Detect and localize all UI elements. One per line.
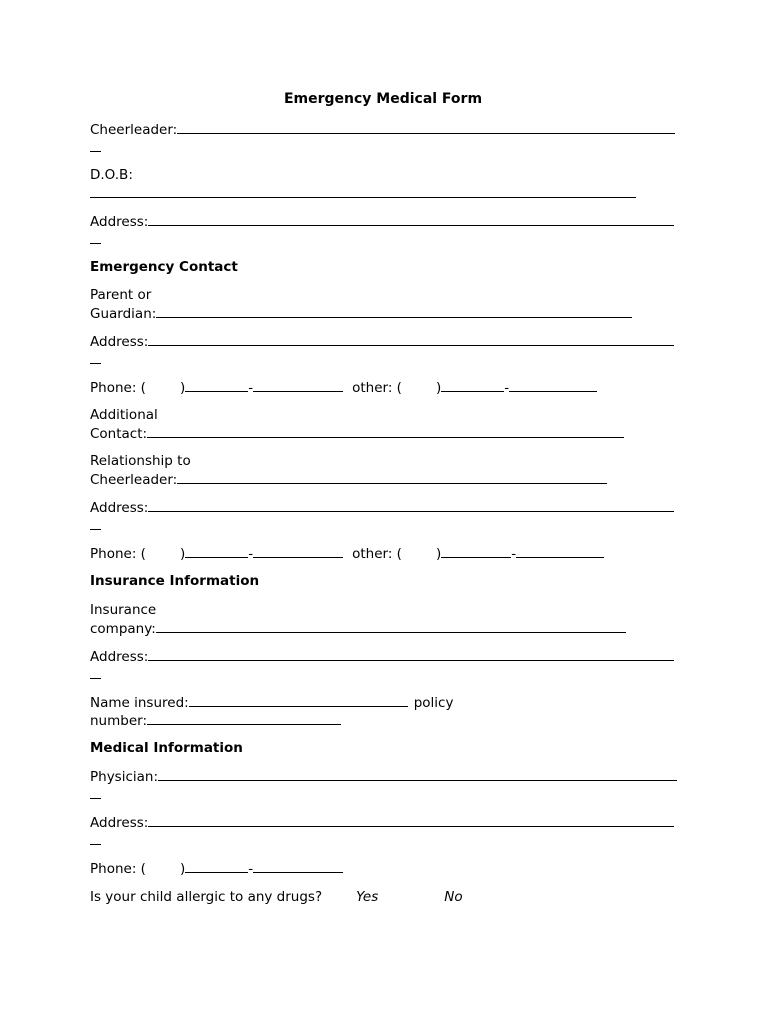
phone-field-additional[interactable] [90, 544, 604, 562]
other-paren: ) [435, 546, 442, 562]
address-overflow [90, 350, 101, 368]
other-label: other: ( [352, 380, 402, 396]
additional-contact-field[interactable] [90, 424, 624, 442]
phone-field-guardian[interactable] [90, 378, 597, 396]
dob-label: D.O.B: [90, 167, 133, 183]
phone-field-physician[interactable] [90, 859, 343, 877]
address-field-guardian[interactable] [90, 332, 674, 350]
phone-label: Phone: ( [90, 380, 146, 396]
policy-number-field[interactable] [90, 711, 341, 729]
address-label: Address: [90, 649, 149, 665]
phone-number-blank[interactable] [253, 859, 343, 873]
parent-or-label: Parent or [90, 287, 152, 303]
address-label: Address: [90, 500, 149, 516]
address-blank[interactable] [148, 813, 674, 827]
address-field-cheerleader[interactable] [90, 212, 674, 230]
relationship-to-label: Relationship to [90, 453, 191, 469]
address-overflow [90, 516, 101, 534]
section-insurance-information: Insurance Information [90, 573, 260, 589]
overflow-dash [90, 230, 101, 244]
company-label: company: [90, 621, 156, 637]
phone-number-blank[interactable] [253, 544, 343, 558]
cheerleader-label: Cheerleader: [90, 122, 178, 138]
number-label: number: [90, 713, 147, 729]
address-overflow [90, 831, 101, 849]
phone-prefix-blank[interactable] [185, 544, 248, 558]
other-number-blank[interactable] [509, 378, 597, 392]
relationship-blank[interactable] [177, 470, 607, 484]
guardian-field[interactable] [90, 304, 632, 322]
address-label: Address: [90, 214, 149, 230]
overflow-dash [90, 785, 101, 799]
address-field-insurance[interactable] [90, 647, 674, 665]
policy-label: policy [413, 695, 454, 711]
guardian-blank[interactable] [156, 304, 632, 318]
additional-label: Additional [90, 407, 158, 423]
relationship-cheerleader-label: Cheerleader: [90, 472, 178, 488]
name-insured-label: Name insured: [90, 695, 189, 711]
insurance-company-field[interactable] [90, 619, 626, 637]
other-dash: - [504, 380, 510, 396]
dob-blank[interactable] [90, 184, 636, 198]
address-label: Address: [90, 334, 149, 350]
phone-number-blank[interactable] [253, 378, 343, 392]
phone-dash: - [248, 380, 254, 396]
physician-overflow [90, 785, 101, 803]
physician-blank[interactable] [158, 767, 677, 781]
name-insured-blank[interactable] [189, 693, 408, 707]
phone-prefix-blank[interactable] [185, 859, 248, 873]
overflow-dash [90, 138, 101, 152]
address-blank[interactable] [148, 498, 674, 512]
name-insured-field[interactable] [90, 693, 453, 711]
guardian-label: Guardian: [90, 306, 157, 322]
other-prefix-blank[interactable] [441, 544, 511, 558]
yes-option[interactable]: Yes [356, 889, 379, 905]
address-blank[interactable] [148, 647, 674, 661]
section-emergency-contact: Emergency Contact [90, 259, 238, 275]
phone-label: Phone: ( [90, 546, 146, 562]
address-field-physician[interactable] [90, 813, 674, 831]
phone-prefix-blank[interactable] [185, 378, 248, 392]
allergy-question-row [90, 888, 463, 906]
overflow-dash [90, 831, 101, 845]
phone-dash: - [248, 546, 254, 562]
contact-label: Contact: [90, 426, 148, 442]
additional-contact-blank[interactable] [147, 424, 624, 438]
overflow-dash [90, 665, 101, 679]
address-field-additional[interactable] [90, 498, 674, 516]
cheerleader-field[interactable] [90, 120, 675, 138]
other-dash: - [511, 546, 517, 562]
physician-field[interactable] [90, 767, 677, 785]
relationship-field[interactable] [90, 470, 607, 488]
policy-number-blank[interactable] [147, 711, 341, 725]
overflow-dash [90, 516, 101, 530]
phone-label: Phone: ( [90, 861, 146, 877]
no-option[interactable]: No [444, 889, 463, 905]
address-label: Address: [90, 815, 149, 831]
overflow-dash [90, 350, 101, 364]
allergy-question: Is your child allergic to any drugs? [90, 889, 323, 905]
physician-label: Physician: [90, 769, 159, 785]
dob-field[interactable] [90, 184, 636, 202]
other-label: other: ( [352, 546, 402, 562]
section-medical-information: Medical Information [90, 740, 243, 756]
insurance-company-blank[interactable] [156, 619, 626, 633]
phone-paren: ) [179, 380, 186, 396]
other-paren: ) [435, 380, 442, 396]
phone-paren: ) [179, 861, 186, 877]
phone-dash: - [248, 861, 254, 877]
insurance-label: Insurance [90, 602, 157, 618]
phone-paren: ) [179, 546, 186, 562]
other-prefix-blank[interactable] [441, 378, 504, 392]
form-title: Emergency Medical Form [283, 91, 483, 107]
cheerleader-overflow [90, 138, 101, 156]
address-overflow [90, 230, 101, 248]
address-overflow [90, 665, 101, 683]
other-number-blank[interactable] [516, 544, 604, 558]
address-blank[interactable] [148, 212, 674, 226]
cheerleader-blank[interactable] [177, 120, 675, 134]
address-blank[interactable] [148, 332, 674, 346]
